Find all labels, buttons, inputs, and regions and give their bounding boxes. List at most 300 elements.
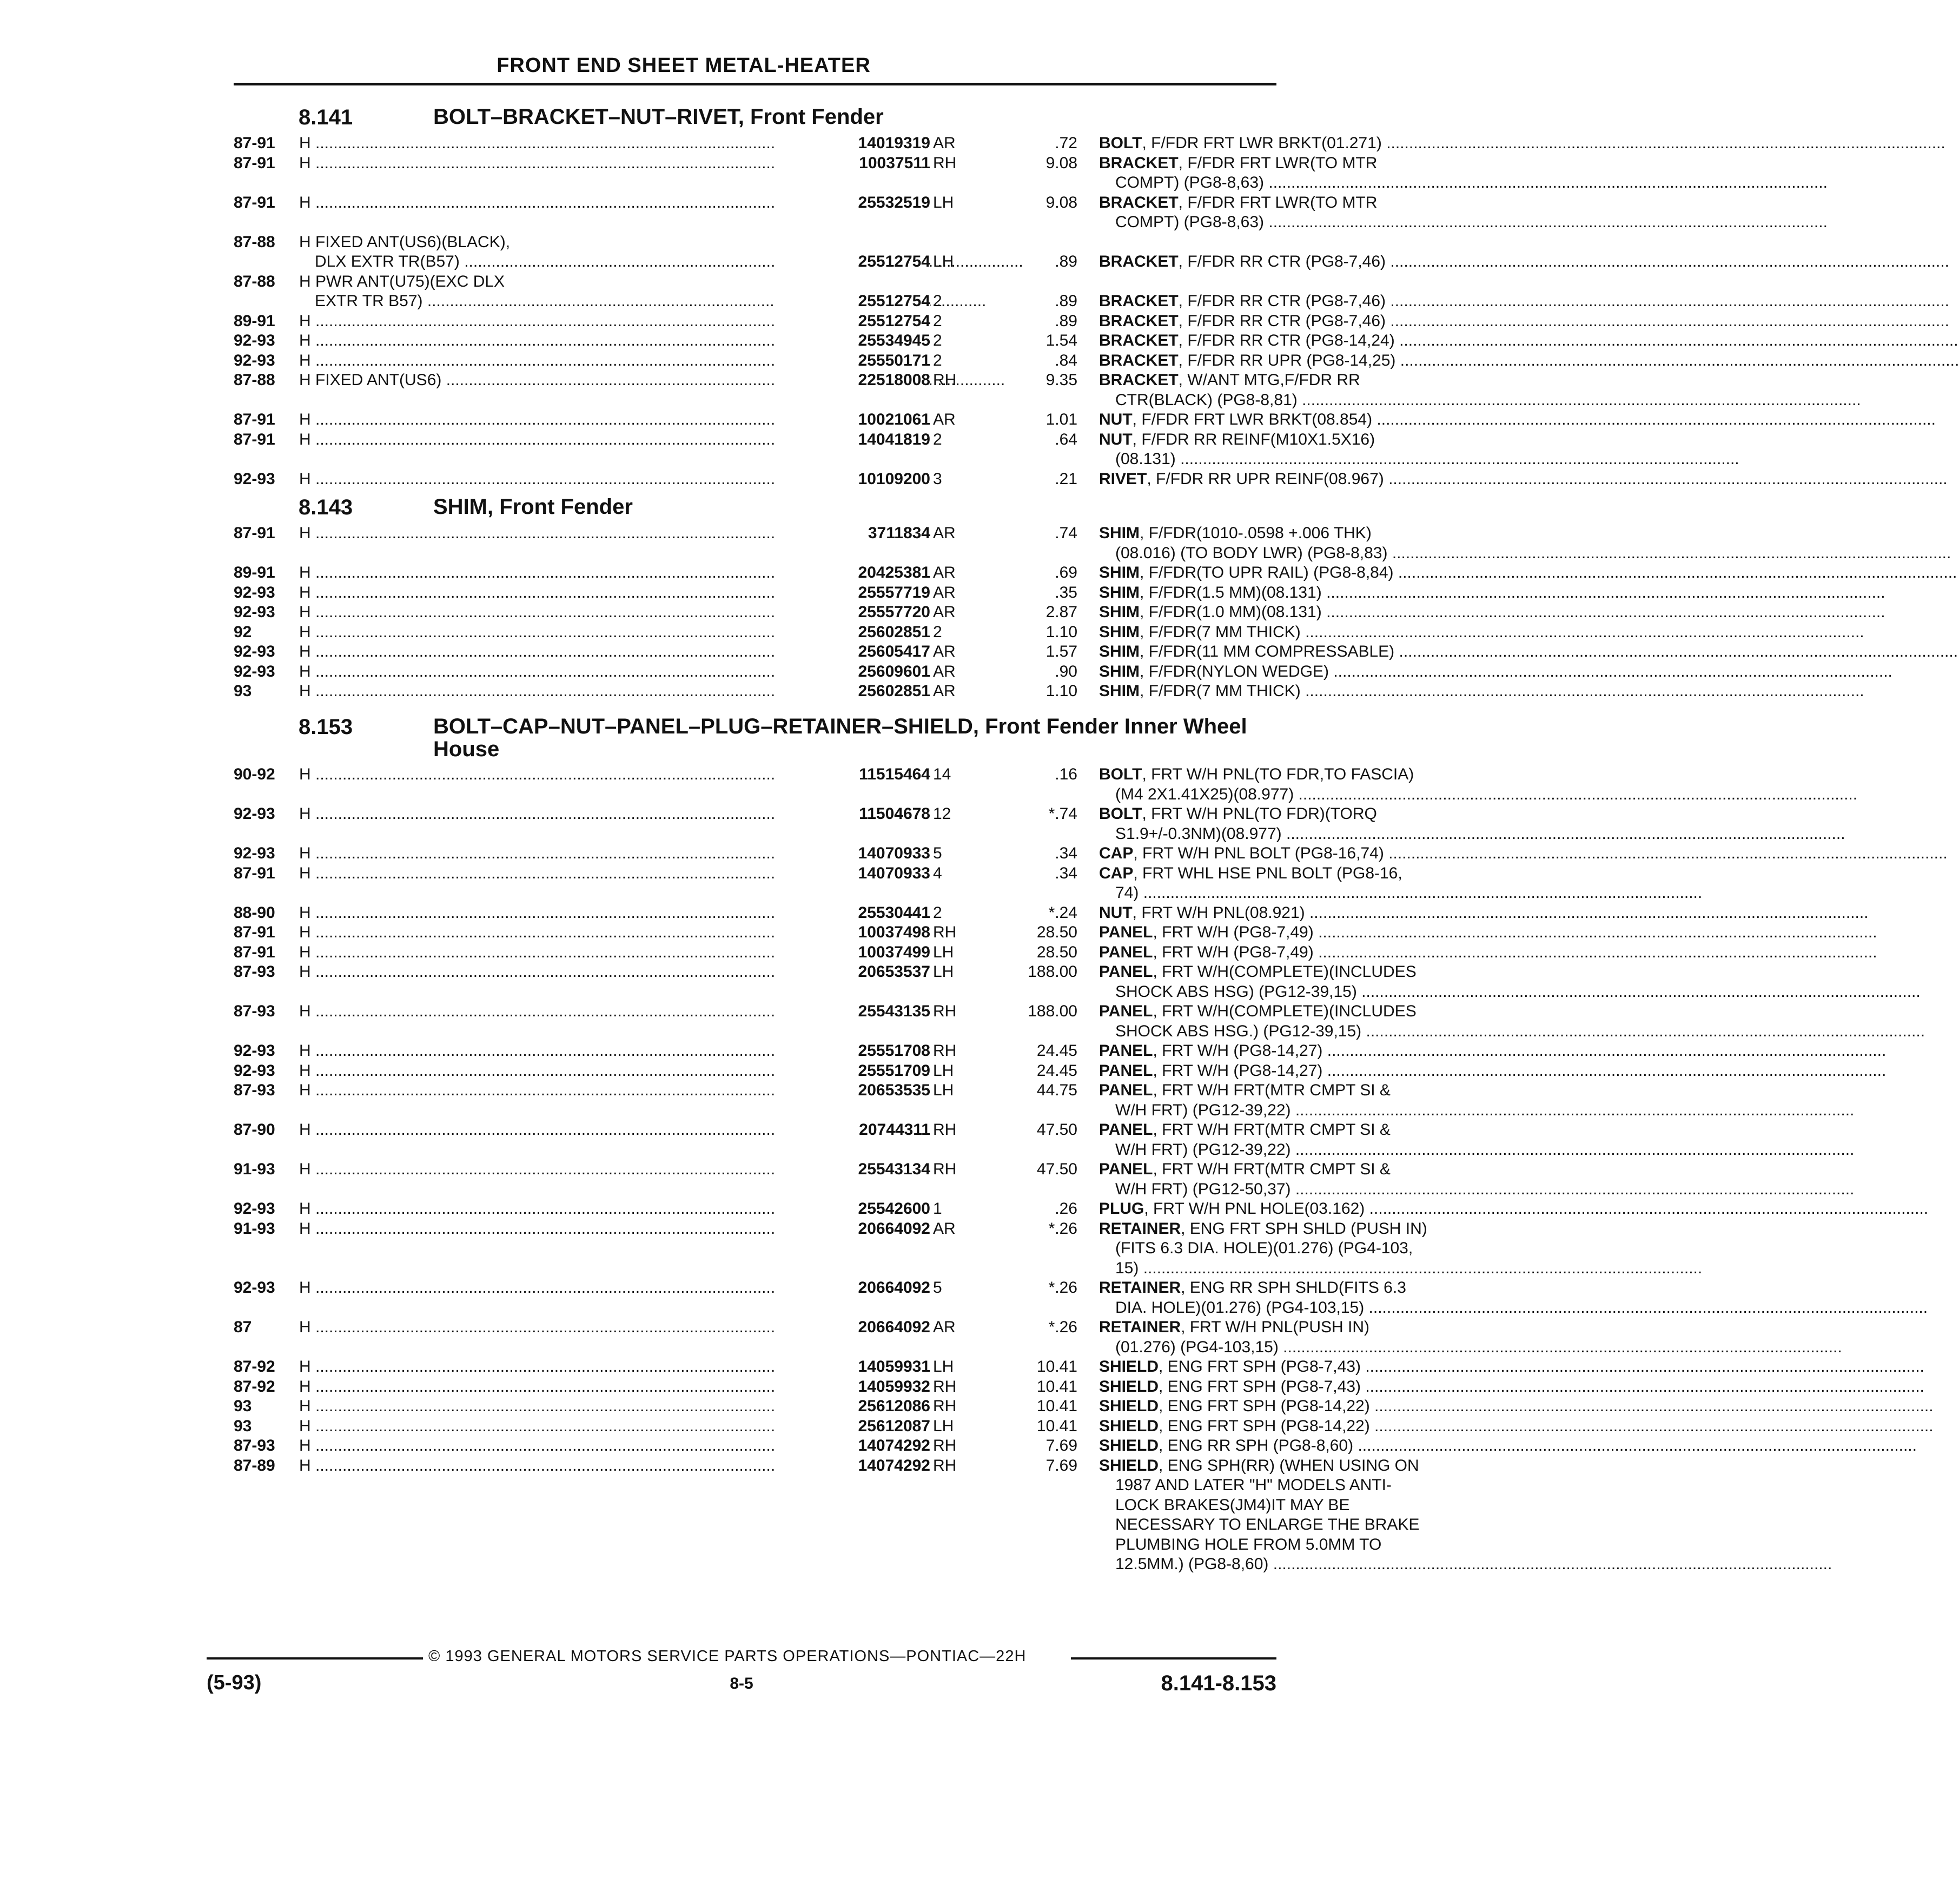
quantity: RH bbox=[933, 1456, 957, 1475]
part-description bbox=[1099, 844, 1494, 864]
quantity: AR bbox=[933, 411, 956, 428]
description-text: , F/FDR(1.5 MM)(08.131) bbox=[1140, 583, 1322, 601]
description-noun: SHIM bbox=[1099, 682, 1140, 700]
model-code: H ..... bbox=[299, 430, 802, 450]
part-description bbox=[1099, 312, 1494, 332]
description-text: , FRT W/H FRT(MTR CMPT SI & bbox=[1153, 1081, 1391, 1099]
description-text: , FRT WHL HSE PNL BOLT (PG8-16, bbox=[1133, 864, 1402, 882]
model-years: 93 bbox=[234, 1397, 252, 1415]
section-header bbox=[234, 103, 1276, 134]
part-description bbox=[1099, 1061, 1494, 1081]
list-price: .89 bbox=[1055, 312, 1077, 330]
model-code: H ..... bbox=[299, 1120, 802, 1140]
part-row bbox=[234, 903, 1305, 923]
description-text: , ENG RR SPH SHLD(FITS 6.3 bbox=[1181, 1279, 1406, 1297]
model-code: H ..... bbox=[299, 154, 802, 174]
model-years: 87-91 bbox=[234, 411, 275, 428]
part-number: 10021061 bbox=[775, 410, 930, 430]
part-row bbox=[234, 603, 1322, 623]
part-description bbox=[1099, 331, 1494, 351]
model-code: H ..... bbox=[299, 1041, 802, 1061]
quantity: 12 bbox=[933, 805, 951, 823]
quantity: LH bbox=[933, 1061, 954, 1080]
quantity: 4 bbox=[933, 864, 942, 882]
list-price: 44.75 bbox=[1036, 1081, 1077, 1099]
description-noun: NUT bbox=[1099, 411, 1133, 428]
model-code: H ..... bbox=[299, 1278, 802, 1298]
quantity: 2 bbox=[933, 332, 942, 349]
model-code: H ..... bbox=[299, 1357, 802, 1377]
description-text: , FRT W/H (PG8-7,49) bbox=[1153, 943, 1314, 961]
model-years: 92-93 bbox=[234, 332, 275, 349]
quantity: LH bbox=[933, 193, 954, 211]
description-line bbox=[1099, 903, 1494, 923]
part-number: 25557719 bbox=[775, 583, 930, 603]
list-price: 10.41 bbox=[1036, 1358, 1077, 1376]
model-code: H ..... bbox=[299, 1002, 802, 1022]
part-description bbox=[1099, 962, 1494, 1002]
part-number: 25550171 bbox=[775, 351, 930, 371]
quantity: AR bbox=[933, 662, 956, 680]
description-line bbox=[1099, 292, 1494, 312]
description-line bbox=[1099, 1199, 1494, 1219]
description-line bbox=[1099, 524, 1494, 544]
description-line bbox=[1099, 943, 1494, 963]
model-years: 92-93 bbox=[234, 1200, 275, 1218]
part-description bbox=[1099, 134, 1494, 154]
description-continued: SHOCK ABS HSG.) (PG12-39,15) ..... bbox=[1099, 1022, 1494, 1042]
part-description bbox=[1099, 563, 1494, 583]
quantity: AR bbox=[933, 682, 956, 700]
model-years: 90-92 bbox=[234, 765, 275, 783]
model-years: 92-93 bbox=[234, 643, 275, 660]
description-line bbox=[1099, 1436, 1494, 1456]
description-line bbox=[1099, 864, 1494, 884]
part-row bbox=[234, 1219, 1427, 1279]
part-row bbox=[234, 1120, 1391, 1160]
model-years: 87-91 bbox=[234, 943, 275, 961]
model-years: 87-91 bbox=[234, 430, 275, 448]
description-continued: S1.9+/-0.3NM)(08.977) ..... bbox=[1099, 824, 1494, 844]
description-text: , FRT W/H FRT(MTR CMPT SI & bbox=[1153, 1121, 1391, 1139]
description-text: , FRT W/H PNL HOLE(03.162) bbox=[1144, 1200, 1365, 1218]
model-code: H ..... bbox=[299, 1417, 802, 1437]
description-noun: SHIELD bbox=[1099, 1377, 1159, 1396]
model-years: 93 bbox=[234, 1417, 252, 1435]
model-years: 92-93 bbox=[234, 805, 275, 823]
part-row bbox=[234, 470, 1384, 490]
model-years: 88-90 bbox=[234, 903, 275, 922]
list-price: .72 bbox=[1055, 134, 1077, 152]
quantity: AR bbox=[933, 603, 956, 621]
description-line bbox=[1099, 962, 1494, 982]
quantity: 3 bbox=[933, 470, 942, 488]
description-noun: SHIM bbox=[1099, 524, 1140, 542]
list-price: .74 bbox=[1055, 524, 1077, 542]
description-line bbox=[1099, 603, 1494, 623]
description-line bbox=[1099, 371, 1494, 391]
quantity: AR bbox=[933, 134, 956, 152]
description-text: , FRT W/H PNL(TO FDR)(TORQ bbox=[1142, 805, 1377, 823]
description-line bbox=[1099, 470, 1494, 490]
description-line bbox=[1099, 1041, 1494, 1061]
description-line bbox=[1099, 430, 1494, 450]
description-noun: BOLT bbox=[1099, 805, 1142, 823]
quantity: RH bbox=[933, 371, 957, 389]
part-row bbox=[234, 765, 1414, 804]
quantity: RH bbox=[933, 1042, 957, 1060]
part-description bbox=[1099, 1417, 1494, 1437]
description-noun: BRACKET bbox=[1099, 292, 1179, 310]
part-number: 14019319 bbox=[775, 134, 930, 154]
part-row bbox=[234, 272, 1386, 312]
quantity: 2 bbox=[933, 430, 942, 448]
model-years: 93 bbox=[234, 682, 252, 700]
section-header bbox=[234, 713, 1276, 765]
description-line bbox=[1099, 1357, 1494, 1377]
list-price: *.26 bbox=[1048, 1279, 1077, 1297]
part-number: 25557720 bbox=[775, 603, 930, 623]
part-number: 14059931 bbox=[775, 1357, 930, 1377]
description-noun: BRACKET bbox=[1099, 253, 1179, 270]
description-text: , F/FDR RR REINF(M10X1.5X16) bbox=[1132, 430, 1375, 448]
model-code: H ..... bbox=[299, 563, 802, 583]
description-continued: (01.276) (PG4-103,15) ..... bbox=[1099, 1338, 1494, 1358]
part-row bbox=[234, 312, 1386, 332]
model-years: 87 bbox=[234, 1318, 252, 1336]
part-number: 10037498 bbox=[775, 923, 930, 943]
part-number: 25551709 bbox=[775, 1061, 930, 1081]
part-description bbox=[1099, 583, 1494, 603]
model-code: H ..... bbox=[299, 943, 802, 963]
part-description bbox=[1099, 1357, 1494, 1377]
quantity: AR bbox=[933, 643, 956, 660]
part-row bbox=[234, 682, 1301, 702]
description-text: , F/FDR RR CTR (PG8-7,46) bbox=[1178, 312, 1386, 330]
part-description bbox=[1099, 292, 1494, 312]
description-text: , F/FDR(NYLON WEDGE) bbox=[1140, 662, 1329, 680]
description-text: , F/FDR FRT LWR(TO MTR bbox=[1178, 154, 1378, 172]
model-years: 87-88 bbox=[234, 371, 275, 389]
description-text: , FRT W/H(COMPLETE)(INCLUDES bbox=[1153, 963, 1417, 981]
part-number: 25543134 bbox=[775, 1160, 930, 1180]
part-description bbox=[1099, 1397, 1494, 1417]
footer-rule-left bbox=[207, 1657, 423, 1660]
model-code: H ..... bbox=[299, 603, 802, 623]
model-years: 87-91 bbox=[234, 923, 275, 941]
section-title: SHIM, Front Fender bbox=[433, 495, 633, 519]
quantity: AR bbox=[933, 524, 956, 542]
quantity: AR bbox=[933, 1318, 956, 1336]
model-years: 92-93 bbox=[234, 351, 275, 369]
description-line bbox=[1099, 1278, 1494, 1298]
model-code: H ..... bbox=[299, 524, 802, 544]
part-description bbox=[1099, 864, 1494, 903]
part-row bbox=[234, 1002, 1417, 1041]
part-description bbox=[1099, 470, 1494, 490]
part-description bbox=[1099, 923, 1494, 943]
part-row bbox=[234, 804, 1377, 844]
part-description bbox=[1099, 1041, 1494, 1061]
model-years: 92-93 bbox=[234, 1279, 275, 1297]
part-row bbox=[234, 943, 1314, 963]
description-noun: CAP bbox=[1099, 844, 1134, 862]
part-row bbox=[234, 1318, 1370, 1357]
description-continued: (08.131) ..... bbox=[1099, 449, 1494, 470]
part-description bbox=[1099, 351, 1494, 371]
part-description bbox=[1099, 524, 1494, 563]
description-text: , F/FDR(7 MM THICK) bbox=[1140, 682, 1301, 700]
description-noun: BRACKET bbox=[1099, 332, 1179, 349]
model-years: 87-91 bbox=[234, 193, 275, 211]
model-code: H ..... bbox=[299, 1377, 802, 1397]
model-code: H ..... bbox=[299, 1397, 802, 1417]
part-number: 10037511 bbox=[775, 154, 930, 174]
part-number: 14074292 bbox=[775, 1456, 930, 1476]
description-noun: RETAINER bbox=[1099, 1279, 1181, 1297]
description-text: , FRT W/H (PG8-14,27) bbox=[1153, 1061, 1323, 1080]
description-line bbox=[1099, 844, 1494, 864]
part-number: 14041819 bbox=[775, 430, 930, 450]
part-description bbox=[1099, 1219, 1494, 1279]
model-years: 87-93 bbox=[234, 1081, 275, 1099]
description-text: , FRT W/H (PG8-7,49) bbox=[1153, 923, 1314, 941]
description-continued: NECESSARY TO ENLARGE THE BRAKE bbox=[1115, 1516, 1420, 1533]
description-line bbox=[1099, 682, 1494, 702]
model-code-continued: DLX EXTR TR(B57) ..... bbox=[315, 252, 818, 272]
part-description bbox=[1099, 1120, 1494, 1160]
model-code: H FIXED ANT(US6)(BLACK), bbox=[299, 233, 511, 251]
part-number: 25530441 bbox=[775, 903, 930, 923]
model-code: H ..... bbox=[299, 470, 802, 490]
description-line bbox=[1099, 923, 1494, 943]
model-years: 87-93 bbox=[234, 1437, 275, 1455]
description-line bbox=[1099, 331, 1494, 351]
description-continued: SHOCK ABS HSG) (PG12-39,15) ..... bbox=[1099, 982, 1494, 1002]
description-line bbox=[1099, 134, 1494, 154]
quantity: LH bbox=[933, 943, 954, 961]
description-continued: (08.016) (TO BODY LWR) (PG8-8,83) ..... bbox=[1099, 544, 1494, 564]
description-text: , FRT W/H PNL BOLT (PG8-16,74) bbox=[1133, 844, 1384, 862]
model-code: H ..... bbox=[299, 962, 802, 982]
model-years: 87-91 bbox=[234, 524, 275, 542]
quantity: 2 bbox=[933, 623, 942, 641]
description-text: , F/FDR(1.0 MM)(08.131) bbox=[1140, 603, 1322, 621]
model-code: H ..... bbox=[299, 1081, 802, 1101]
description-text: , F/FDR FRT LWR(TO MTR bbox=[1178, 193, 1378, 211]
part-row bbox=[234, 1160, 1391, 1199]
model-years: 87-92 bbox=[234, 1358, 275, 1376]
list-price: 1.54 bbox=[1045, 332, 1077, 349]
list-price: 9.35 bbox=[1045, 371, 1077, 389]
part-row bbox=[234, 864, 1402, 903]
description-noun: RETAINER bbox=[1099, 1318, 1181, 1336]
description-noun: PANEL bbox=[1099, 1002, 1153, 1020]
description-text: , FRT W/H PNL(PUSH IN) bbox=[1181, 1318, 1370, 1336]
part-number: 25512754 bbox=[775, 312, 930, 332]
description-continued: LOCK BRAKES(JM4)IT MAY BE bbox=[1115, 1496, 1350, 1514]
description-text: , F/FDR(11 MM COMPRESSABLE) bbox=[1140, 643, 1395, 660]
description-line bbox=[1099, 1397, 1494, 1417]
part-number: 20653537 bbox=[775, 962, 930, 982]
part-row bbox=[234, 642, 1395, 662]
description-noun: BRACKET bbox=[1099, 312, 1179, 330]
part-number: 25534945 bbox=[775, 331, 930, 351]
part-row bbox=[234, 962, 1417, 1002]
title-rule bbox=[234, 83, 1276, 85]
description-continued: W/H FRT) (PG12-50,37) ..... bbox=[1099, 1180, 1494, 1200]
part-row bbox=[234, 1417, 1370, 1437]
model-years: 89-91 bbox=[234, 312, 275, 330]
description-noun: SHIELD bbox=[1099, 1437, 1159, 1455]
description-noun: CAP bbox=[1099, 864, 1134, 882]
description-noun: BRACKET bbox=[1099, 371, 1179, 389]
part-row bbox=[234, 371, 1360, 410]
part-row bbox=[234, 154, 1378, 193]
description-continued: W/H FRT) (PG12-39,22) ..... bbox=[1099, 1140, 1494, 1160]
model-years: 92-93 bbox=[234, 662, 275, 680]
list-price: 9.08 bbox=[1045, 193, 1077, 211]
model-years: 87-92 bbox=[234, 1377, 275, 1396]
list-price: *.24 bbox=[1048, 903, 1077, 922]
part-description bbox=[1099, 1199, 1494, 1219]
part-number: 25512754 bbox=[775, 252, 930, 272]
list-price: .89 bbox=[1055, 292, 1077, 310]
part-description bbox=[1099, 371, 1494, 410]
description-line bbox=[1099, 804, 1494, 824]
description-continued: 74) ..... bbox=[1099, 883, 1494, 903]
description-noun: NUT bbox=[1099, 430, 1133, 448]
part-number: 3711834 bbox=[775, 524, 930, 544]
copyright-notice: © 1993 GENERAL MOTORS SERVICE PARTS OPERATIONS—PONTIAC—22H bbox=[428, 1648, 1027, 1665]
description-line bbox=[1099, 1120, 1494, 1140]
description-noun: BOLT bbox=[1099, 134, 1142, 152]
part-description bbox=[1099, 1002, 1494, 1041]
part-row bbox=[234, 1199, 1365, 1219]
quantity: RH bbox=[933, 1437, 957, 1455]
part-row bbox=[234, 563, 1394, 583]
description-line bbox=[1099, 563, 1494, 583]
part-number: 25605417 bbox=[775, 642, 930, 662]
section-title: BOLT–CAP–NUT–PANEL–PLUG–RETAINER–SHIELD, Front Fender Inner Wheel House bbox=[433, 715, 1247, 761]
part-number: 20664092 bbox=[775, 1278, 930, 1298]
description-line bbox=[1099, 1219, 1494, 1239]
description-text: , FRT W/H (PG8-14,27) bbox=[1153, 1042, 1323, 1060]
part-number: 20744311 bbox=[775, 1120, 930, 1140]
list-price: .84 bbox=[1055, 351, 1077, 369]
description-line bbox=[1099, 642, 1494, 662]
quantity: AR bbox=[933, 1219, 956, 1238]
description-text: , ENG FRT SPH (PG8-7,43) bbox=[1159, 1377, 1361, 1396]
description-text: , W/ANT MTG,F/FDR RR bbox=[1178, 371, 1360, 389]
part-description bbox=[1099, 1377, 1494, 1397]
list-price: 10.41 bbox=[1036, 1377, 1077, 1396]
part-number: 25532519 bbox=[775, 193, 930, 213]
quantity: 1 bbox=[933, 1200, 942, 1218]
page-footer bbox=[207, 1648, 1276, 1713]
description-noun: PANEL bbox=[1099, 943, 1153, 961]
description-line bbox=[1099, 1377, 1494, 1397]
description-noun: RETAINER bbox=[1099, 1219, 1181, 1238]
model-years: 87-93 bbox=[234, 963, 275, 981]
quantity: LH bbox=[933, 1081, 954, 1099]
description-line bbox=[1099, 583, 1494, 603]
part-number: 20664092 bbox=[775, 1318, 930, 1338]
model-years: 91-93 bbox=[234, 1219, 275, 1238]
part-row bbox=[234, 1278, 1406, 1318]
parts-section bbox=[234, 713, 1427, 1575]
model-code: H ..... bbox=[299, 623, 802, 643]
list-price: 188.00 bbox=[1028, 963, 1077, 981]
list-price: 10.41 bbox=[1036, 1417, 1077, 1435]
quantity: 2 bbox=[933, 903, 942, 922]
model-years: 91-93 bbox=[234, 1160, 275, 1178]
list-price: 1.01 bbox=[1045, 411, 1077, 428]
description-noun: RIVET bbox=[1099, 470, 1147, 488]
description-continued: PLUMBING HOLE FROM 5.0MM TO bbox=[1115, 1535, 1382, 1553]
model-code: H ..... bbox=[299, 1219, 802, 1239]
model-code: H ..... bbox=[299, 331, 802, 351]
part-number: 25609601 bbox=[775, 662, 930, 682]
description-text: , ENG FRT SPH (PG8-14,22) bbox=[1159, 1417, 1370, 1435]
part-number: 11515464 bbox=[775, 765, 930, 785]
quantity: RH bbox=[933, 1002, 957, 1020]
part-description bbox=[1099, 1160, 1494, 1199]
model-years: 92 bbox=[234, 623, 252, 641]
list-price: 24.45 bbox=[1036, 1042, 1077, 1060]
section-number: 8.143 bbox=[299, 495, 353, 519]
list-price: .35 bbox=[1055, 583, 1077, 601]
model-years: 87-91 bbox=[234, 154, 275, 172]
description-text: , F/FDR(1010-.0598 +.006 THK) bbox=[1140, 524, 1372, 542]
part-number: 14070933 bbox=[775, 864, 930, 884]
model-years: 92-93 bbox=[234, 603, 275, 621]
part-row bbox=[234, 844, 1384, 864]
description-text: , ENG FRT SPH (PG8-14,22) bbox=[1159, 1397, 1370, 1415]
list-price: 28.50 bbox=[1036, 923, 1077, 941]
description-noun: SHIELD bbox=[1099, 1417, 1159, 1435]
section-number: 8.153 bbox=[299, 715, 353, 739]
part-description bbox=[1099, 1436, 1494, 1456]
part-row bbox=[234, 583, 1322, 603]
parts-section bbox=[234, 493, 1395, 702]
list-price: 1.10 bbox=[1045, 623, 1077, 641]
part-row bbox=[234, 623, 1301, 643]
list-price: 2.87 bbox=[1045, 603, 1077, 621]
description-text: , F/FDR RR UPR (PG8-14,25) bbox=[1178, 351, 1396, 369]
description-line bbox=[1099, 1002, 1494, 1022]
model-code: H ..... bbox=[299, 844, 802, 864]
quantity: RH bbox=[933, 1160, 957, 1178]
part-number: 25612087 bbox=[775, 1417, 930, 1437]
model-code: H ..... bbox=[299, 351, 802, 371]
quantity: 5 bbox=[933, 844, 942, 862]
part-number: 14070933 bbox=[775, 844, 930, 864]
description-text: , F/FDR RR CTR (PG8-7,46) bbox=[1178, 253, 1386, 270]
model-code-continued: EXTR TR B57) ..... bbox=[315, 292, 818, 312]
description-noun: SHIM bbox=[1099, 583, 1140, 601]
part-description bbox=[1099, 943, 1494, 963]
list-price: 47.50 bbox=[1036, 1160, 1077, 1178]
part-number: 25543135 bbox=[775, 1002, 930, 1022]
model-code: H ..... bbox=[299, 134, 802, 154]
list-price: 28.50 bbox=[1036, 943, 1077, 961]
part-description bbox=[1099, 252, 1494, 272]
list-price: .90 bbox=[1055, 662, 1077, 680]
quantity: 2 bbox=[933, 351, 942, 369]
part-number: 14074292 bbox=[775, 1436, 930, 1456]
part-number: 25602851 bbox=[775, 682, 930, 702]
